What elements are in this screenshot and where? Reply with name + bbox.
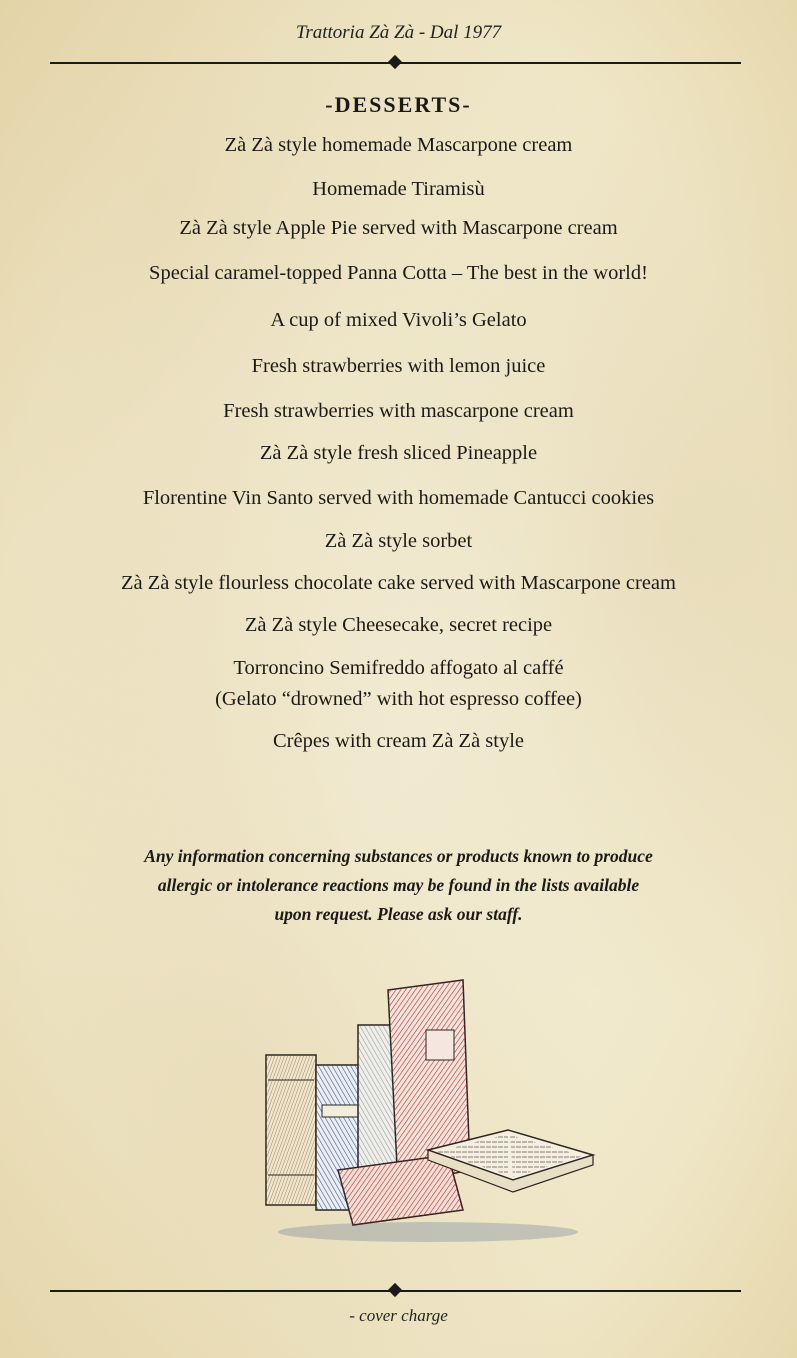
dessert-item: Fresh strawberries with mascarpone cream bbox=[223, 400, 574, 422]
allergen-notice-line: allergic or intolerance reactions may be found in the lists available bbox=[157, 875, 640, 895]
dessert-item: Zà Zà style Apple Pie served with Mascarpone cream bbox=[179, 217, 618, 239]
dessert-item-note: (Gelato “drowned” with hot espresso coffee) bbox=[215, 688, 582, 710]
dessert-item: Zà Zà style sorbet bbox=[324, 530, 473, 552]
dessert-item: Torroncino Semifreddo affogato al caffé bbox=[233, 657, 564, 679]
allergen-notice bbox=[0, 842, 797, 929]
allergen-notice-line: upon request. Please ask our staff. bbox=[274, 904, 523, 924]
dessert-item: Fresh strawberries with lemon juice bbox=[251, 355, 546, 377]
dessert-item: Zà Zà style fresh sliced Pineapple bbox=[259, 442, 538, 464]
dessert-item: Zà Zà style homemade Mascarpone cream bbox=[224, 134, 573, 156]
page-header-title: Trattoria Zà Zà - Dal 1977 bbox=[295, 22, 502, 43]
dessert-item: A cup of mixed Vivoli’s Gelato bbox=[270, 309, 527, 331]
dessert-item: Florentine Vin Santo served with homemade Cantucci cookies bbox=[142, 487, 655, 509]
bottom-divider-ornament bbox=[388, 1283, 402, 1297]
footer-text: - cover charge bbox=[349, 1306, 448, 1325]
dessert-item: Zà Zà style Cheesecake, secret recipe bbox=[244, 614, 553, 636]
top-divider-ornament bbox=[388, 55, 402, 69]
dessert-item: Homemade Tiramisù bbox=[312, 178, 485, 200]
dessert-item: Crêpes with cream Zà Zà style bbox=[272, 730, 525, 752]
allergen-notice-line: Any information concerning substances or products known to produce bbox=[144, 846, 653, 866]
dessert-item: Zà Zà style flourless chocolate cake served with Mascarpone cream bbox=[121, 572, 676, 594]
books-illustration bbox=[258, 970, 603, 1250]
dessert-item: Special caramel-topped Panna Cotta – The best in the world! bbox=[149, 262, 648, 284]
section-title: -DESSERTS- bbox=[325, 92, 472, 117]
